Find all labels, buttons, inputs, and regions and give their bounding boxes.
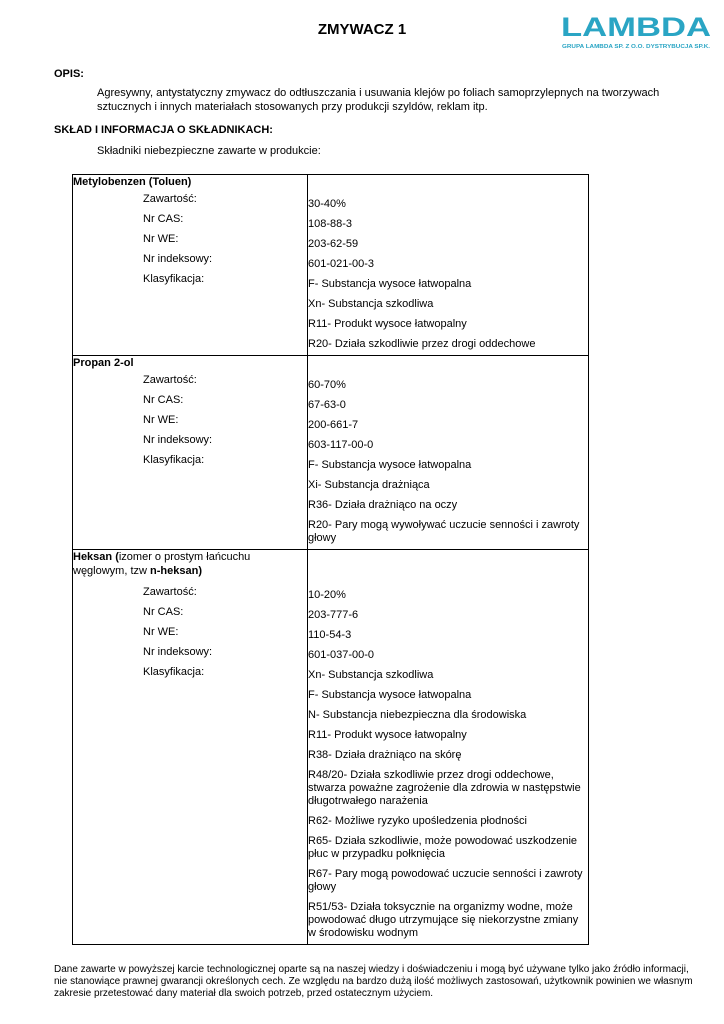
field-label-cas: Nr CAS:	[143, 394, 184, 406]
substance-name-part: n-heksan)	[150, 565, 202, 577]
value-zawartosc: 60-70%	[308, 379, 346, 391]
value-cas: 67-63-0	[308, 399, 346, 411]
values-cell	[308, 356, 589, 550]
classification-item: Xn- Substancja szkodliwa	[308, 669, 434, 681]
value-cas: 203-777-6	[308, 609, 359, 621]
substance-name-part: Heksan (	[73, 551, 119, 563]
classification-item: Xi- Substancja drażniąca	[308, 479, 430, 491]
page-title: ZMYWACZ 1	[317, 21, 407, 38]
field-label-indeks: Nr indeksowy:	[143, 434, 213, 446]
classification-item: R65- Działa szkodliwie, może powodować uszkodzenie płuc w przypadku połknięcia	[308, 835, 578, 860]
classification-item: R36- Działa drażniąco na oczy	[308, 499, 458, 511]
value-we: 200-661-7	[308, 419, 359, 431]
value-indeks: 601-021-00-3	[308, 258, 375, 270]
classification-item: F- Substancja wysoce łatwopalna	[308, 459, 472, 471]
substance-name: Metylobenzen (Toluen)	[73, 176, 192, 188]
field-label-klasyfikacja: Klasyfikacja:	[143, 666, 205, 678]
lambda-logo	[560, 12, 712, 52]
substance-cell	[73, 550, 308, 945]
classification-item: R48/20- Działa szkodliwie przez drogi oddechowe, stwarza poważne zagrożenie dla zdrowia w następstwie długotrwałego narażenia	[308, 769, 581, 807]
classification-item: R51/53- Działa toksycznie na organizmy wodne, może powodować długo utrzymujące się niekorzystne zmiany w środowisku wodnym	[308, 901, 579, 939]
value-cas: 108-88-3	[308, 218, 353, 230]
classification-item: R62- Możliwe ryzyko upośledzenia płodności	[308, 815, 527, 827]
substance-name	[73, 550, 307, 578]
values-cell	[308, 550, 589, 945]
table-row	[73, 550, 589, 945]
value-zawartosc: 10-20%	[308, 589, 346, 601]
value-indeks: 601-037-00-0	[308, 649, 375, 661]
field-label-zawartosc: Zawartość:	[143, 193, 197, 205]
substance-cell	[73, 356, 308, 550]
field-label-we: Nr WE:	[143, 626, 179, 638]
value-indeks: 603-117-00-0	[308, 439, 374, 451]
field-label-indeks: Nr indeksowy:	[143, 253, 213, 265]
substance-name: Propan 2-ol	[73, 357, 134, 369]
values-cell	[308, 175, 589, 356]
sklad-intro: Składniki niebezpieczne zawarte w produkcie:	[97, 145, 321, 157]
sklad-label: SKŁAD I INFORMACJA O SKŁADNIKACH:	[54, 124, 273, 136]
components-table	[72, 174, 589, 945]
classification-item: R11- Produkt wysoce łatwopalny	[308, 729, 467, 741]
classification-item: Xn- Substancja szkodliwa	[308, 298, 434, 310]
substance-name-part: izomer o prostym łańcuchu węglowym, tzw	[73, 551, 251, 577]
classification-item: R20- Działa szkodliwie przez drogi oddechowe	[308, 338, 536, 350]
field-label-cas: Nr CAS:	[143, 213, 184, 225]
classification-item: F- Substancja wysoce łatwopalna	[308, 278, 472, 290]
field-label-zawartosc: Zawartość:	[143, 586, 197, 598]
field-label-we: Nr WE:	[143, 233, 179, 245]
field-label-klasyfikacja: Klasyfikacja:	[143, 454, 205, 466]
value-we: 203-62-59	[308, 238, 359, 250]
field-label-we: Nr WE:	[143, 414, 179, 426]
classification-item: R11- Produkt wysoce łatwopalny	[308, 318, 467, 330]
table-row	[73, 175, 589, 356]
value-zawartosc: 30-40%	[308, 198, 346, 210]
table-row	[73, 356, 589, 550]
classification-item: R20- Pary mogą wywoływać uczucie senności i zawroty głowy	[308, 519, 580, 544]
logo-tagline: GRUPA LAMBDA SP. Z O.O. DYSTRYBUCJA SP.K.	[562, 44, 711, 50]
field-label-indeks: Nr indeksowy:	[143, 646, 213, 658]
substance-cell	[73, 175, 308, 356]
field-label-cas: Nr CAS:	[143, 606, 184, 618]
value-we: 110-54-3	[308, 629, 352, 641]
opis-text: Agresywny, antystatyczny zmywacz do odtłuszczania i usuwania klejów po foliach samoprzylepnych na tworzywach sztucznych i innych materiałach stosowanych przy produkcji szyldów, reklam itp.	[97, 87, 660, 113]
classification-item: F- Substancja wysoce łatwopalna	[308, 689, 472, 701]
opis-label: OPIS:	[54, 68, 84, 80]
disclaimer-footer: Dane zawarte w powyższej karcie technologicznej oparte są na naszej wiedzy i doświadczeniu i mogą być używane tylko jako źródło informacji, nie stanowiące prawnej gwarancji określonych cech. Ze względu na bardzo dużą ilość możliwych zastosowań, użytkownik powinien we własnym zakresie przetestować dany materiał dla swoich potrzeb, przed ostatecznym użyciem.	[54, 964, 693, 999]
logo-wordmark: LAMBDA	[561, 12, 711, 42]
classification-item: R67- Pary mogą powodować uczucie senności i zawroty głowy	[308, 868, 583, 893]
field-label-klasyfikacja: Klasyfikacja:	[143, 273, 205, 285]
classification-item: N- Substancja niebezpieczna dla środowiska	[308, 709, 527, 721]
field-label-zawartosc: Zawartość:	[143, 374, 197, 386]
classification-item: R38- Działa drażniąco na skórę	[308, 749, 462, 761]
